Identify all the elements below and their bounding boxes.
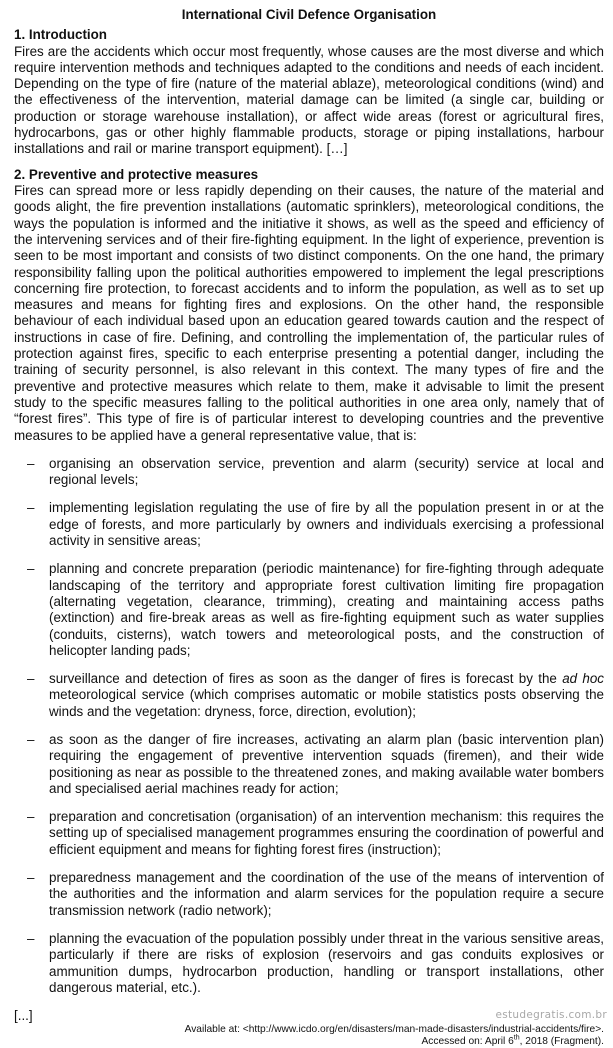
source-accessed-line <box>14 1036 604 1048</box>
dash-marker: – <box>27 500 35 516</box>
dash-marker: – <box>27 731 35 747</box>
list-item <box>14 500 604 549</box>
list-item <box>14 732 604 797</box>
list-item <box>14 561 604 659</box>
list-item <box>14 456 604 489</box>
list-item-text: as soon as the danger of fire increases, activating an alarm plan (basic intervention plan) requiring the engagement of preventive intervention squads (firemen), and their wide positioning as near as possible to the threatened zones, and making available water bombers and specialised aerial machines ready for action; <box>49 731 604 796</box>
list-item <box>14 870 604 919</box>
list-item-text-end: meteorological service (which comprises automatic or mobile statistics posts observing the winds and the vegetation: dryness, force, direction, evolution); <box>49 687 604 719</box>
list-item-text: organising an observation service, prevention and alarm (security) service at local and regional levels; <box>49 455 604 488</box>
accessed-text-end: , 2018 (Fragment). <box>519 1036 604 1048</box>
list-item-text: preparation and concretisation (organisation) of an intervention mechanism: this requires the setting up of specialised management programmes ensuring the coordination of powerful and efficient equipment and means for fighting forest fires (instruction); <box>49 809 604 857</box>
list-item <box>14 671 604 720</box>
list-item-text: planning the evacuation of the population possibly under threat in the various sensitive areas, particularly if there are risks of explosion (reservoirs and gas conduits explosives or ammunition dumps, hydrocarbon production, handling or transport installations, other dangerous material, etc.). <box>49 930 604 995</box>
measures-list <box>14 456 604 996</box>
source-url-line: Available at: <http://www.icdo.org/en/disasters/man-made-disasters/industrial-accidents/fire>. <box>184 1024 604 1036</box>
list-item-text: planning and concrete preparation (periodic maintenance) for fire-fighting through adequate landscaping of the territory and appropriate forest cultivation limiting fire propagation (alternating vegetation, clearance, trimming), creating and maintaining access paths (extinction) and fire-break areas as well as fire-fighting equipment such as water supplies (conduits, cisterns), watch towers and meteorological posts, and the construction of helicopter landing pads; <box>49 561 604 658</box>
dash-marker: – <box>27 455 35 471</box>
italic-term: ad hoc <box>562 671 604 687</box>
accessed-text: Accessed on: April 6 <box>421 1036 514 1048</box>
dash-marker: – <box>27 930 35 946</box>
list-item <box>14 809 604 858</box>
ordinal-suffix: th <box>513 1034 520 1042</box>
section-heading-preventive-measures: 2. Preventive and protective measures <box>14 166 259 182</box>
closing-ellipsis: [...] <box>14 1008 33 1024</box>
list-item-text: preparedness management and the coordination of the use of the means of intervention of the authorities and the information and alarm services for the population require a secure transmission network (radio network); <box>49 870 604 918</box>
introduction-paragraph: Fires are the accidents which occur most frequently, whose causes are the most diverse and which require intervention methods and techniques adapted to the conditions and needs of each incident. Depending on the type of fire (nature of the material ablaze), meteorological conditions (wind) and the effectiveness of the intervention, material damage can be limited (a single car, building or production or storage warehouse installation), or affect wide areas (forest or agricultural fires, hydrocarbons, gas or other highly flammable products, storage or piping installations, harbour installations and rail or marine transport equipment). […] <box>14 43 604 157</box>
watermark: estudegratis.com.br <box>495 1009 607 1021</box>
dash-marker: – <box>27 671 35 687</box>
dash-marker: – <box>27 561 35 577</box>
list-item <box>14 931 604 996</box>
list-item-text: implementing legislation regulating the use of fire by all the population present in or at the edge of forests, and more particularly by owners and individuals exercising a professional activity in sensitive areas; <box>49 500 604 549</box>
preventive-measures-paragraph: Fires can spread more or less rapidly depending on their causes, the nature of the material and goods alight, the fire prevention installations (automatic sprinklers), meteorological conditions, the ways the population is informed and the initiative it shows, as well as the speed and efficiency of the intervening services and of their fire-fighting equipment. In the light of experience, prevention is seen to be most important and consists of two distinct components. On the one hand, the primary responsibility falling upon the political authorities empowered to implement the legal prescriptions concerning fire protection, to forecast accidents and to inform the population, as well as to set up measures and means for fighting fires and explosions. On the other hand, the responsible behaviour of each individual based upon an education geared towards caution and the respect of instructions in case of fire. Defining, and controlling the implementation of, the particular rules of protection against fires, specific to each enterprise presenting a potential danger, including the training of security personnel, is also relevant in this context. The many types of fire and the preventive and protective measures which relate to them, make it advisable to limit the present study to the specific measures falling to the political authorities in one area only, namely that of “forest fires”. This type of fire is of particular interest to developing countries and the preventive measures to be applied have a general representative value, that is: <box>14 183 604 443</box>
dash-marker: – <box>27 809 35 825</box>
document-title: International Civil Defence Organisation <box>181 7 437 22</box>
section-heading-introduction: 1. Introduction <box>14 27 107 42</box>
list-item-text-start: surveillance and detection of fires as soon as the danger of fires is forecast by the <box>49 671 563 687</box>
dash-marker: – <box>27 870 35 886</box>
